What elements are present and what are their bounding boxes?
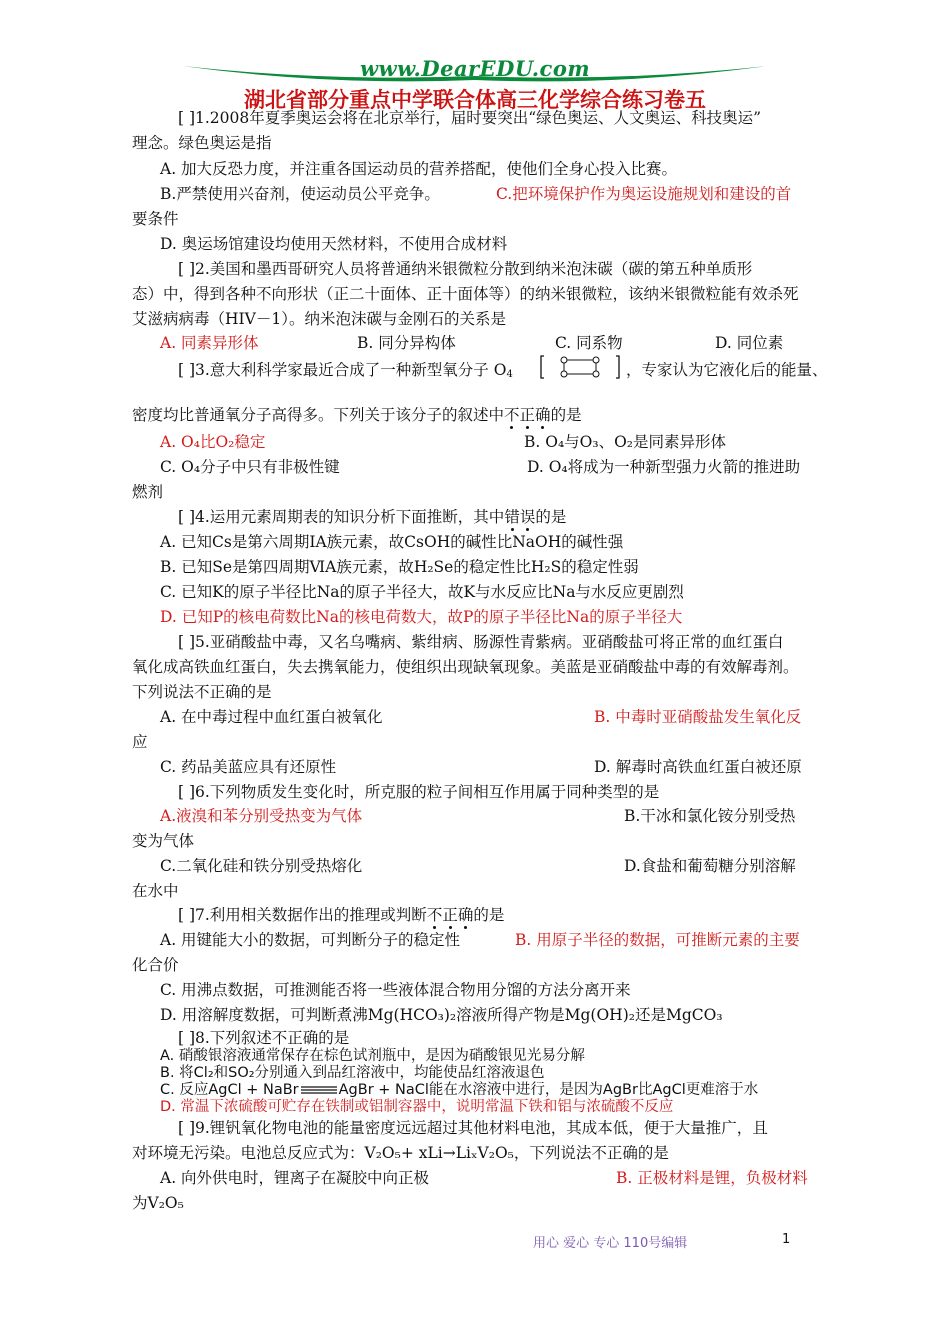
q6-option-c: C.二氧化硅和铁分别受热熔化 bbox=[160, 857, 363, 875]
q4-stem: [ ]4.运用元素周期表的知识分析下面推断，其中错误的是 bbox=[178, 508, 567, 526]
equilibrium-equals-icon bbox=[299, 1085, 339, 1095]
q5-option-b-cont: 应 bbox=[132, 733, 148, 751]
q2-stem-line1: [ ]2.美国和墨西哥研究人员将普通纳米银微粒分散到纳米泡沫碳（碳的第五种单质形 bbox=[178, 260, 753, 278]
q6-stem: [ ]6.下列物质发生变化时，所克服的粒子间相互作用属于同种类型的是 bbox=[178, 783, 660, 801]
document-title: 湖北省部分重点中学联合体高三化学综合练习卷五 bbox=[244, 88, 706, 112]
q3-stem-line1: [ ]3.意大利科学家最近合成了一种新型氧分子 $O_4$ bbox=[178, 361, 513, 380]
q4-option-d-answer: D. 已知P的核电荷数比Na的核电荷数大，故P的原子半径比Na的原子半径大 bbox=[160, 608, 683, 626]
o4-molecule-structure-icon bbox=[540, 354, 620, 380]
q7-option-a: A. 用键能大小的数据，可判断分子的稳定性 bbox=[160, 931, 461, 949]
q1-option-c-answer: C.把环境保护作为奥运设施规划和建设的首 bbox=[496, 185, 792, 203]
q5-stem-line3: 下列说法不正确的是 bbox=[132, 683, 272, 701]
q5-option-d: D. 解毒时高铁血红蛋白被还原 bbox=[594, 758, 802, 776]
q6-option-b: B.干冰和氯化铵分别受热 bbox=[624, 807, 796, 825]
q3-option-d-cont: 燃剂 bbox=[132, 483, 164, 501]
q1-stem-line2: 理念。绿色奥运是指 bbox=[132, 134, 272, 152]
q1-option-a: A. 加大反恐力度，并注重各国运动员的营养搭配，使他们全身心投入比赛。 bbox=[160, 160, 678, 178]
q3-option-b: B. O₄与O₃、O₂是同素异形体 bbox=[524, 433, 727, 451]
q6-option-b-cont: 变为气体 bbox=[132, 832, 195, 850]
q2-stem-line3: 艾滋病病毒（HIV－1）。纳米泡沫碳与金刚石的关系是 bbox=[132, 310, 506, 328]
q3-stem-line2: 密度均比普通氧分子高得多。下列关于该分子的叙述中不正确的是 bbox=[132, 406, 582, 424]
q8-option-c: C. 反应AgCl + NaBr AgBr + NaCl能在水溶液中进行，是因为AgBr比AgCl更难溶于水 bbox=[160, 1082, 759, 1098]
q9-stem-line2: 对环境无污染。电池总反应式为：V₂O₅+ xLi→LiₓV₂O₅，下列说法不正确的是 bbox=[132, 1144, 669, 1162]
q5-option-c: C. 药品美蓝应具有还原性 bbox=[160, 758, 337, 776]
q4-option-c: C. 已知K的原子半径比Na的原子半径大，故K与水反应比Na与水反应更剧烈 bbox=[160, 583, 684, 601]
q3-option-d: D. O₄将成为一种新型强力火箭的推进助 bbox=[527, 458, 801, 476]
q7-option-b-cont: 化合价 bbox=[132, 956, 179, 974]
q8-stem: [ ]8.下列叙述不正确的是 bbox=[178, 1029, 350, 1047]
q2-option-b: B. 同分异构体 bbox=[357, 334, 456, 352]
q3-option-a-answer: A. O₄比O₂稳定 bbox=[160, 433, 266, 451]
q1-stem-line1: [ ]1.2008年夏季奥运会将在北京举行，届时要突出“绿色奥运、人文奥运、科技奥运” bbox=[178, 109, 762, 127]
q6-option-d-cont: 在水中 bbox=[132, 882, 179, 900]
q2-option-c: C. 同系物 bbox=[555, 334, 623, 352]
q3-option-c: C. O₄分子中只有非极性键 bbox=[160, 458, 340, 476]
q4-option-b: B. 已知Se是第四周期ⅥA族元素，故H₂Se的稳定性比H₂S的稳定性弱 bbox=[160, 558, 639, 576]
q9-stem-line1: [ ]9.锂钒氧化物电池的能量密度远远超过其他材料电池，其成本低，便于大量推广，且 bbox=[178, 1119, 768, 1137]
q1-option-b: B.严禁使用兴奋剂，使运动员公平竞争。 bbox=[160, 185, 440, 203]
q5-stem-line1: [ ]5.亚硝酸盐中毒，又名乌嘴病、紫绀病、肠源性青紫病。亚硝酸盐可将正常的血红蛋白 bbox=[178, 633, 784, 651]
q5-stem-line2: 氧化成高铁血红蛋白，失去携氧能力，使组织出现缺氧现象。美蓝是亚硝酸盐中毒的有效解毒剂。 bbox=[132, 658, 799, 676]
q1-option-c-cont: 要条件 bbox=[132, 210, 179, 228]
q1-option-d: D. 奥运场馆建设均使用天然材料，不使用合成材料 bbox=[160, 235, 508, 253]
q7-option-d: D. 用溶解度数据，可判断煮沸Mg(HCO₃)₂溶液所得产物是Mg(OH)₂还是MgCO₃ bbox=[160, 1006, 723, 1024]
q2-option-a-answer: A. 同素异形体 bbox=[160, 334, 259, 352]
q7-stem: [ ]7.利用相关数据作出的推理或判断不正确的是 bbox=[178, 906, 505, 924]
q9-option-a: A. 向外供电时，锂离子在凝胶中向正极 bbox=[160, 1169, 430, 1187]
q5-option-a: A. 在中毒过程中血红蛋白被氧化 bbox=[160, 708, 383, 726]
q9-option-b-cont: 为V₂O₅ bbox=[132, 1194, 184, 1212]
q8-option-d-answer: D. 常温下浓硫酸可贮存在铁制或铝制容器中，说明常温下铁和铝与浓硫酸不反应 bbox=[160, 1099, 674, 1115]
q2-stem-line2: 态）中，得到各种不向形状（正二十面体、正十面体等）的纳米银微粒，该纳米银微粒能有效杀死 bbox=[132, 285, 799, 303]
q8-option-b: B. 将Cl₂和SO₂分别通入到品红溶液中，均能使品红溶液退色 bbox=[160, 1065, 545, 1081]
q6-option-a-answer: A.液溴和苯分别受热变为气体 bbox=[160, 807, 363, 825]
q3-stem-line1-end: ，专家认为它液化后的能量、 bbox=[626, 361, 828, 379]
q5-option-b-answer: B. 中毒时亚硝酸盐发生氧化反 bbox=[594, 708, 802, 726]
site-banner bbox=[180, 56, 770, 86]
q8-option-a: A. 硝酸银溶液通常保存在棕色试剂瓶中，是因为硝酸银见光易分解 bbox=[160, 1048, 585, 1064]
q7-option-b-answer: B. 用原子半径的数据，可推断元素的主要 bbox=[515, 931, 800, 949]
q2-option-d: D. 同位素 bbox=[715, 334, 784, 352]
page-footer: 用心 爱心 专心 110号编辑 bbox=[533, 1236, 688, 1251]
q6-option-d: D.食盐和葡萄糖分别溶解 bbox=[624, 857, 796, 875]
site-url: www.DearEDU.com bbox=[359, 56, 591, 81]
q9-option-b-answer: B. 正极材料是锂，负极材料 bbox=[616, 1169, 808, 1187]
page-number: 1 bbox=[782, 1232, 791, 1247]
q7-option-c: C. 用沸点数据，可推测能否将一些液体混合物用分馏的方法分离开来 bbox=[160, 981, 631, 999]
q4-option-a: A. 已知Cs是第六周期ⅠA族元素，故CsOH的碱性比NaOH的碱性强 bbox=[160, 533, 624, 551]
